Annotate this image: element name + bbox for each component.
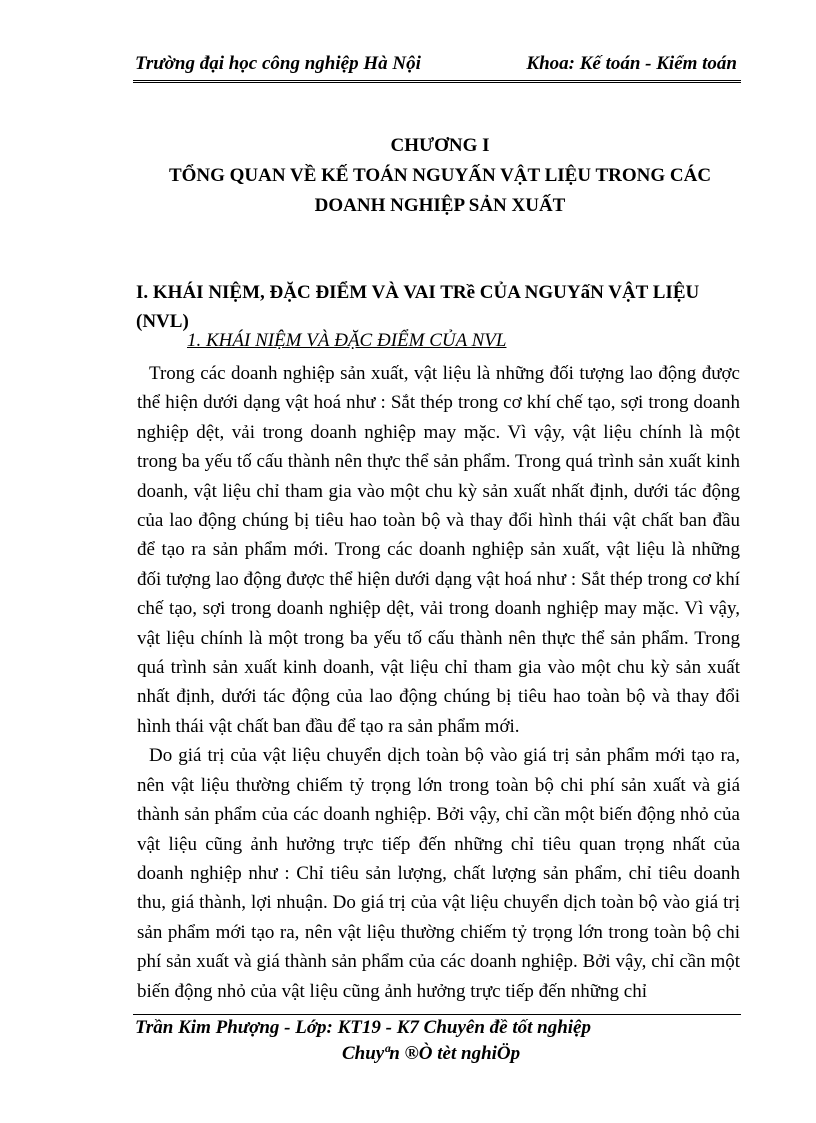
chapter-title-line-1: TỔNG QUAN VỀ KẾ TOÁN NGUYẤN VẬT LIỆU TRONG CÁC [168, 165, 712, 186]
chapter-title-line-2: DOANH NGHIỆP SẢN XUẤT [314, 195, 566, 216]
section-heading: I. KHÁI NIỆM, ĐẶC ĐIỂM VÀ VAI TRề CỦA NGUYấN VẬT LIỆU (NVL) [136, 282, 700, 332]
paragraph: Do giá trị của vật liệu chuyển dịch toàn bộ vào giá trị sản phẩm mới tạo ra, nên vật liệu thường chiếm tỷ trọng lớn trong toàn bộ chi phí sản xuất và giá thành sản phẩm của các doanh nghiệp. Bởi vậy, chỉ cần một biến động nhỏ của vật liệu cũng ảnh hưởng trực tiếp đến những chỉ tiêu quan trọng nhất của doanh nghiệp như : Chỉ tiêu sản lượng, chất lượng sản phẩm, chỉ tiêu doanh thu, giá thành, lợi nhuận. Do giá trị của vật liệu chuyển dịch toàn bộ vào giá trị sản phẩm mới tạo ra, nên vật liệu thường chiếm tỷ trọng lớn trong toàn bộ chi phí sản xuất và giá thành sản phẩm của các doanh nghiệp. Bởi vậy, chỉ cần một biến động nhỏ của vật liệu cũng ảnh hưởng trực tiếp đến những chỉ [137, 745, 740, 1002]
body-text [137, 359, 740, 1006]
subsection-heading: 1. KHÁI NIỆM VÀ ĐẶC ĐIỂM CỦA NVL [187, 330, 507, 351]
chapter-number: CHƯƠNG I [390, 135, 490, 156]
footer-author-line: Trần Kim Phượng - Lớp: KT19 - K7 Chuyên đề tốt nghiệp [135, 1017, 591, 1038]
header-school-name: Trường đại học công nghiệp Hà Nội [135, 53, 421, 74]
page-footer [133, 1014, 741, 1064]
header-faculty-name: Khoa: Kế toán - Kiểm toán [526, 53, 737, 74]
footer-thesis-label: Chuyªn ®Ò tèt nghiÖp [342, 1043, 521, 1064]
chapter-heading [110, 131, 770, 221]
page-header [133, 50, 741, 83]
paragraph: Trong các doanh nghiệp sản xuất, vật liệu là những đối tượng lao động được thể hiện dưới dạng vật hoá như : Sắt thép trong cơ khí chế tạo, sợi trong doanh nghiệp dệt, vải trong doanh nghiệp may mặc. Vì vậy, vật liệu chính là một trong ba yếu tố cấu thành nên thực thể sản phẩm. Trong quá trình sản xuất kinh doanh, vật liệu chỉ tham gia vào một chu kỳ sản xuất nhất định, dưới tác động của lao động chúng bị tiêu hao toàn bộ và thay đổi hình thái vật chất ban đầu để tạo ra sản phẩm mới. Trong các doanh nghiệp sản xuất, vật liệu là những đối tượng lao động được thể hiện dưới dạng vật hoá như : Sắt thép trong cơ khí chế tạo, sợi trong doanh nghiệp dệt, vải trong doanh nghiệp may mặc. Vì vậy, vật liệu chính là một trong ba yếu tố cấu thành nên thực thể sản phẩm. Trong quá trình sản xuất kinh doanh, vật liệu chỉ tham gia vào một chu kỳ sản xuất nhất định, dưới tác động của lao động chúng bị tiêu hao toàn bộ và thay đổi hình thái vật chất ban đầu để tạo ra sản phẩm mới. [137, 363, 740, 737]
